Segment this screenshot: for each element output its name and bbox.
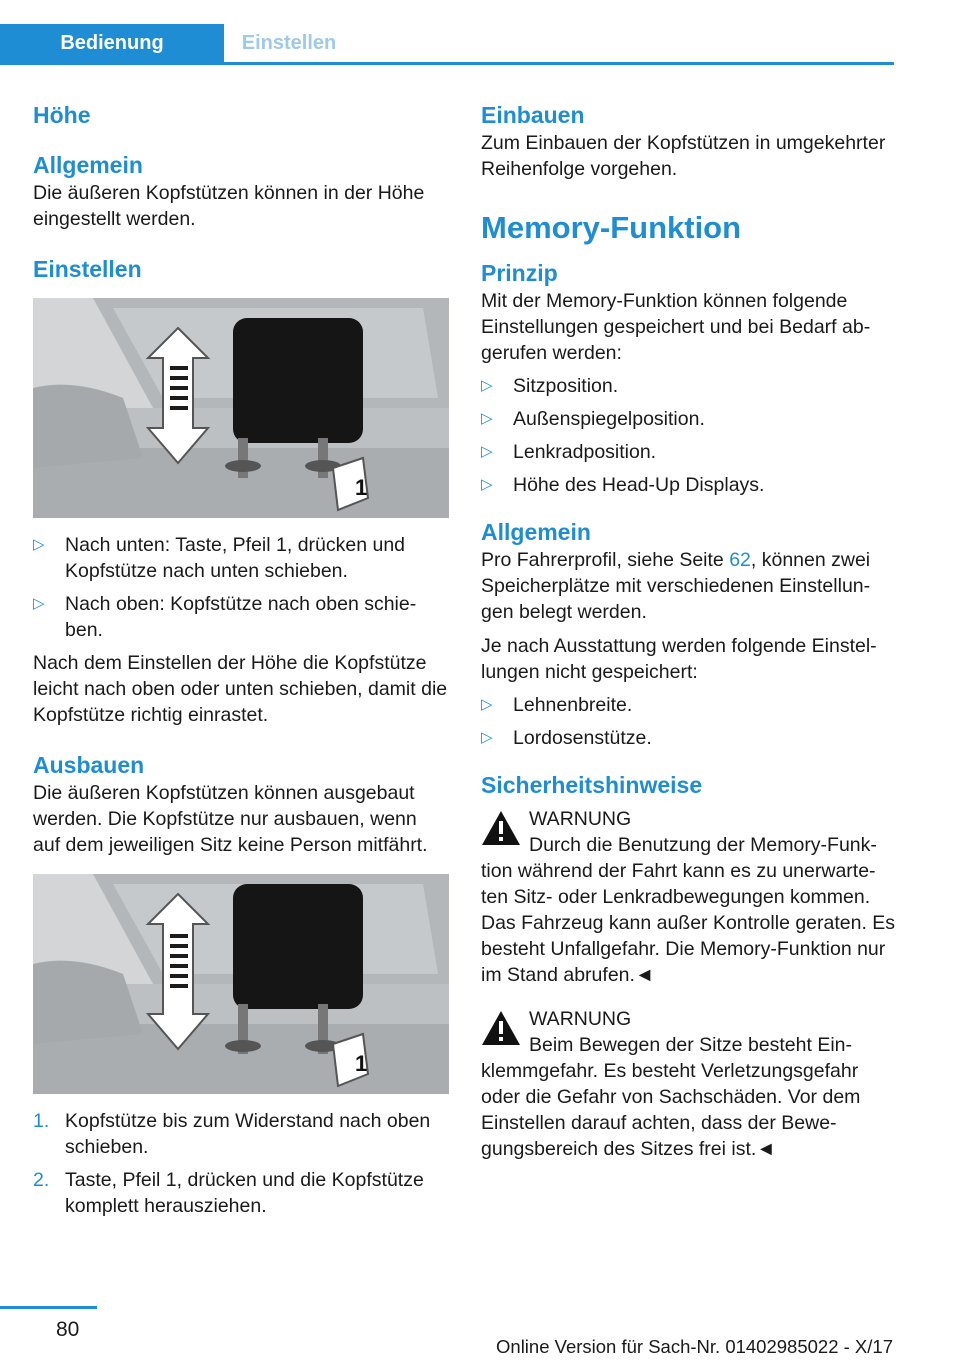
bullets-nicht-gespeichert [481,692,897,751]
triangle-bullet-icon: ▷ [481,729,493,746]
triangle-bullet-icon: ▷ [33,595,45,612]
heading-allgemein: Allgemein [33,152,143,178]
right-column [481,100,897,1162]
triangle-bullet-icon: ▷ [33,536,45,553]
page-number: 80 [56,1318,80,1341]
para-allgemein: Die äußeren Kopfstützen können in der Höhe eingestellt werden. [33,182,425,230]
list-item: ▷ Nach oben: Kopfstütze nach oben schie‐ben. [33,593,417,641]
warning-block-2 [481,1006,897,1032]
page-link-62[interactable]: 62 [729,549,751,571]
heading-prinzip: Prinzip [481,260,558,286]
warning-block-1 [481,806,897,832]
para-prinzip: Mit der Memory-Funktion können folgende Einstellungen gespeichert und bei Bedarf ab‐gerufen werden: [481,290,871,364]
bullets-einstellen [33,532,449,643]
triangle-bullet-icon: ▷ [481,476,493,493]
headrest-figure-1 [33,298,449,518]
warning-title: WARNUNG [529,808,632,830]
heading-allgemein-right: Allgemein [481,519,591,545]
tab-bedienung[interactable]: Bedienung [0,24,224,62]
heading-einbauen: Einbauen [481,102,585,128]
heading-sicherheitshinweise: Sicherheitshinweise [481,772,703,798]
para-ausbauen: Die äußeren Kopfstützen können ausgebaut werden. Die Kopfstütze nur ausbauen, wenn auf dem jeweiligen Sitz keine Person mitfährt. [33,782,428,856]
bullets-prinzip [481,373,897,498]
steps-ausbauen [33,1108,449,1219]
footer-rule [0,1306,97,1309]
chapter-tab-bar [0,24,894,65]
triangle-bullet-icon: ▷ [481,696,493,713]
triangle-bullet-icon: ▷ [481,443,493,460]
triangle-bullet-icon: ▷ [481,410,493,427]
list-item: ▷ Lehnenbreite. [481,694,633,716]
warning-text: Beim Bewegen der Sitze besteht Ein‐klemmgefahr. Es besteht Verletzungsgefahr oder die Gefahr von Sachschäden. Vor dem Einstellen darauf achten, dass der Bewe‐gungsbereich des Sitzes frei ist.◄ [481,1034,861,1160]
list-item: 2. Taste, Pfeil 1, drücken und die Kopfstütze komplett herausziehen. [33,1169,424,1217]
list-item: ▷ Lenkradposition. [481,441,657,463]
heading-ausbauen: Ausbauen [33,752,145,778]
list-item: ▷ Höhe des Head-Up Displays. [481,474,765,496]
para-nach-einstellen: Nach dem Einstellen der Höhe die Kopfstütze leicht nach oben oder unten schieben, damit die Kopfstütze richtig einrastet. [33,652,448,726]
list-item: ▷ Lordosenstütze. [481,727,652,749]
list-item: ▷ Außenspiegelposition. [481,408,705,430]
online-version-note: Online Version für Sach-Nr. 01402985022 - X/17 [496,1336,893,1357]
warning-title: WARNUNG [529,1008,632,1030]
arrow-1-label: 1 [355,475,368,500]
warning-icon [481,1010,521,1046]
heading-hoehe: Höhe [33,102,91,128]
list-item: 1. Kopfstütze bis zum Widerstand nach oben schieben. [33,1110,431,1158]
list-item: ▷ Sitzposition. [481,375,619,397]
heading-einstellen: Einstellen [33,256,142,282]
list-item: ▷ Nach unten: Taste, Pfeil 1, drücken und Kopfstütze nach unten schieben. [33,534,406,582]
headrest-figure-2 [33,874,449,1094]
arrow-1-label: 1 [355,1051,368,1076]
para-einbauen: Zum Einbauen der Kopfstützen in umgekehrter Reihenfolge vorgehen. [481,132,886,180]
para-je-nach: Je nach Ausstattung werden folgende Einstel‐lungen nicht gespeichert: [481,635,877,683]
left-column [33,100,449,1226]
warning-text: Durch die Benutzung der Memory-Funk‐tion während der Fahrt kann es zu unerwarte‐ten Sitz- oder Lenkradbewegungen kommen. Das Fahrzeug kann außer Kontrolle geraten. Es besteht Unfallgefahr. Die Memory-Funktion nur im Stand abrufen.◄ [481,834,896,986]
para-fahrerprofil: Pro Fahrerprofil, siehe Seite 62, können zwei Speicherplätze mit verschiedenen Einstellun‐gen belegt werden. [481,549,871,623]
tab-einstellen[interactable]: Einstellen [241,32,337,54]
warning-icon [481,810,521,846]
triangle-bullet-icon: ▷ [481,377,493,394]
heading-memory-funktion: Memory-Funktion [481,210,742,245]
